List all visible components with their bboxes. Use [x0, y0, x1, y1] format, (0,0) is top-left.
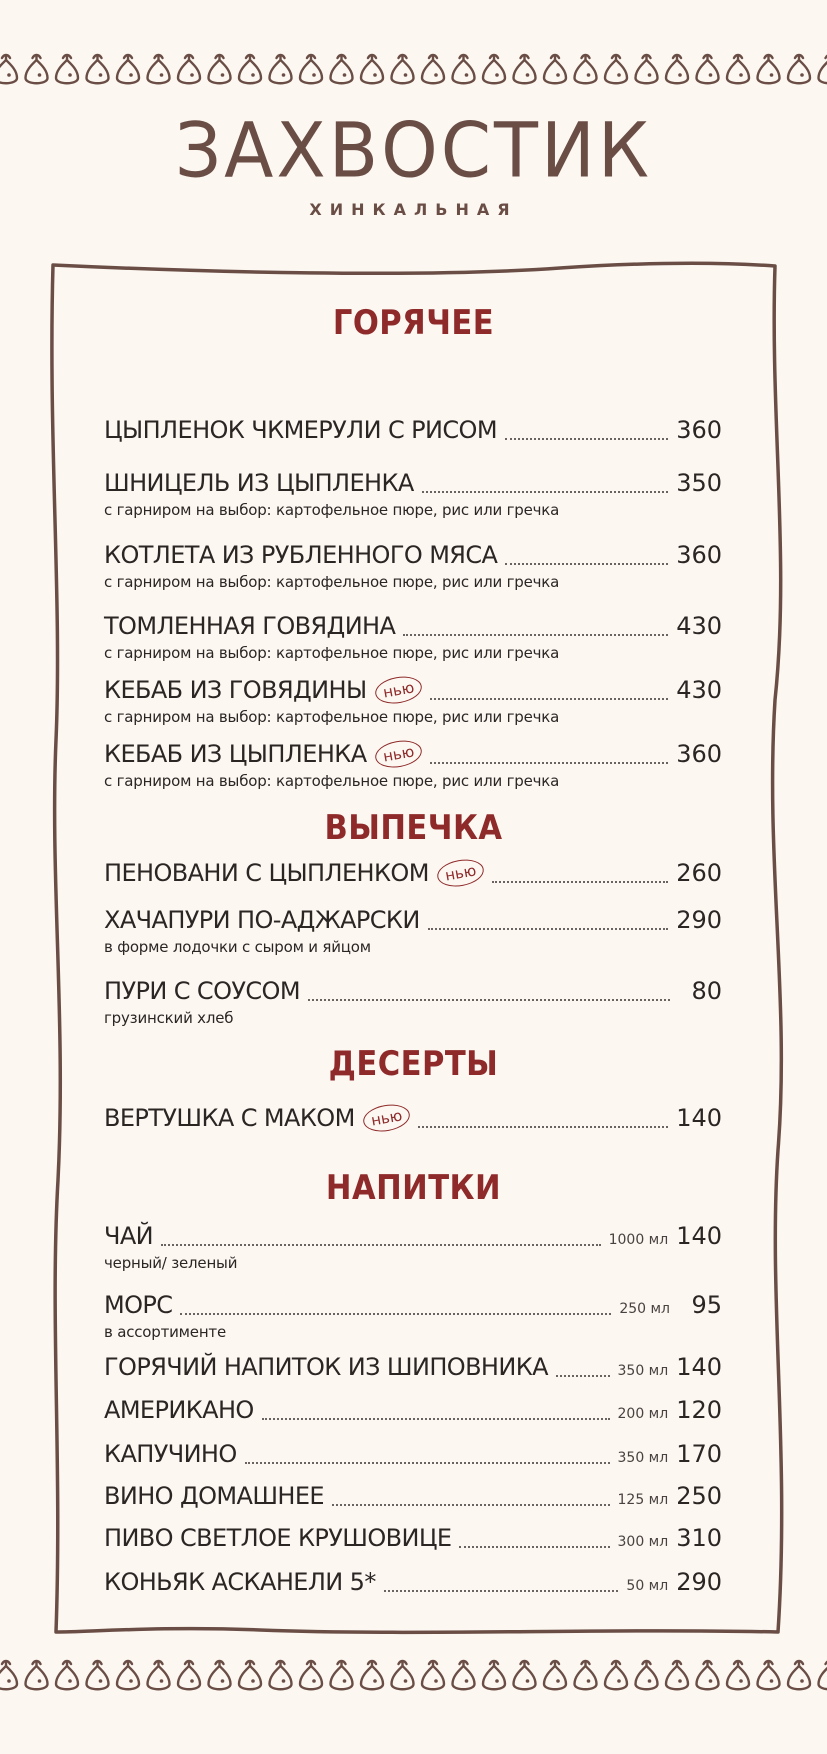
khinkali-icon — [758, 55, 780, 83]
leader-dots — [505, 563, 668, 565]
item-name-text: КЕБАБ ИЗ ЦЫПЛЕНКА — [104, 740, 367, 768]
khinkali-icon — [300, 1661, 322, 1689]
khinkali-icon — [26, 55, 48, 83]
khinkali-icon — [575, 1661, 597, 1689]
item-volume: 200 мл — [617, 1406, 669, 1422]
leader-dots — [418, 1126, 668, 1128]
item-volume: 1000 мл — [608, 1232, 669, 1248]
leader-dots — [459, 1546, 609, 1548]
menu-item — [104, 416, 722, 446]
item-description: с гарниром на выбор: картофельное пюре, рис или гречка — [104, 501, 560, 519]
item-price: 310 — [676, 1524, 722, 1552]
item-description: с гарниром на выбор: картофельное пюре, рис или гречка — [104, 573, 560, 591]
top-khinkali-border — [0, 52, 827, 92]
item-name: КОТЛЕТА ИЗ РУБЛЕННОГО МЯСА — [104, 541, 498, 569]
item-name: ПИВО СВЕТЛОЕ КРУШОВИЦЕ — [104, 1524, 452, 1552]
khinkali-icon — [819, 55, 827, 83]
menu-item — [104, 1396, 722, 1426]
khinkali-icon — [26, 1661, 48, 1689]
item-price: 140 — [676, 1222, 722, 1250]
khinkali-icon — [666, 55, 688, 83]
item-price: 350 — [676, 469, 722, 497]
leader-dots — [422, 491, 668, 493]
leader-dots — [262, 1418, 610, 1420]
khinkali-icon — [727, 55, 749, 83]
item-price: 430 — [676, 612, 722, 640]
khinkali-icon — [697, 55, 719, 83]
brand-name: ЗАХВОСТИК — [174, 105, 653, 195]
item-description: с гарниром на выбор: картофельное пюре, рис или гречка — [104, 772, 560, 790]
khinkali-icon — [605, 1661, 627, 1689]
leader-dots — [384, 1590, 619, 1592]
leader-dots — [428, 928, 668, 930]
item-price: 140 — [676, 1104, 722, 1132]
logo — [0, 105, 827, 219]
item-volume: 300 мл — [617, 1534, 669, 1550]
menu-item — [104, 1222, 722, 1272]
khinkali-icon — [422, 1661, 444, 1689]
item-name: КОНЬЯК АСКАНЕЛИ 5* — [104, 1568, 376, 1596]
khinkali-icon — [575, 55, 597, 83]
khinkali-icon — [56, 1661, 78, 1689]
new-badge: нью — [435, 856, 486, 890]
item-volume: 125 мл — [617, 1492, 669, 1508]
khinkali-icon — [788, 1661, 810, 1689]
khinkali-icon — [0, 55, 17, 83]
item-description: грузинский хлеб — [104, 1009, 234, 1027]
khinkali-icon — [788, 55, 810, 83]
leader-dots — [308, 999, 670, 1001]
item-price: 290 — [676, 906, 722, 934]
leader-dots — [161, 1244, 601, 1246]
khinkali-icon — [209, 1661, 231, 1689]
khinkali-icon — [117, 1661, 139, 1689]
new-badge: нью — [373, 673, 424, 707]
khinkali-icon — [270, 55, 292, 83]
item-name — [104, 859, 484, 887]
khinkali-icon-row — [0, 52, 827, 92]
khinkali-icon — [117, 55, 139, 83]
item-name: ЦЫПЛЕНОК ЧКМЕРУЛИ С РИСОМ — [104, 416, 497, 444]
menu-item — [104, 1568, 722, 1598]
item-description: в форме лодочки с сыром и яйцом — [104, 938, 371, 956]
khinkali-icon — [544, 55, 566, 83]
khinkali-icon — [453, 1661, 475, 1689]
item-description: с гарниром на выбор: картофельное пюре, рис или гречка — [104, 644, 560, 662]
section-title-hot: ГОРЯЧЕЕ — [332, 303, 495, 343]
item-name: ГОРЯЧИЙ НАПИТОК ИЗ ШИПОВНИКА — [104, 1353, 548, 1381]
item-description: с гарниром на выбор: картофельное пюре, рис или гречка — [104, 708, 560, 726]
menu-item — [104, 1482, 722, 1512]
khinkali-icon — [300, 55, 322, 83]
khinkali-icon-row — [0, 1658, 827, 1698]
khinkali-icon — [87, 55, 109, 83]
menu-item — [104, 1291, 722, 1341]
khinkali-icon — [209, 55, 231, 83]
item-price: 260 — [676, 859, 722, 887]
menu-item — [104, 977, 722, 1027]
khinkali-icon — [178, 55, 200, 83]
khinkali-icon — [636, 55, 658, 83]
item-name — [104, 1104, 410, 1132]
item-price: 360 — [676, 740, 722, 768]
khinkali-icon — [178, 1661, 200, 1689]
khinkali-icon — [758, 1661, 780, 1689]
item-name — [104, 676, 422, 704]
menu-item — [104, 1353, 722, 1383]
khinkali-icon — [453, 55, 475, 83]
item-name: МОРС — [104, 1291, 173, 1319]
new-badge: нью — [373, 737, 424, 771]
item-price: 250 — [676, 1482, 722, 1510]
item-name: КАПУЧИНО — [104, 1440, 237, 1468]
khinkali-icon — [514, 1661, 536, 1689]
menu-item — [104, 1440, 722, 1470]
khinkali-icon — [331, 1661, 353, 1689]
item-price: 360 — [676, 541, 722, 569]
leader-dots — [430, 698, 668, 700]
item-price: 430 — [676, 676, 722, 704]
item-name: ХАЧАПУРИ ПО-АДЖАРСКИ — [104, 906, 420, 934]
new-badge: нью — [361, 1101, 412, 1135]
item-name: АМЕРИКАНО — [104, 1396, 254, 1424]
khinkali-icon — [727, 1661, 749, 1689]
leader-dots — [403, 634, 668, 636]
item-volume: 350 мл — [617, 1450, 669, 1466]
item-name — [104, 740, 422, 768]
item-name: ТОМЛЕННАЯ ГОВЯДИНА — [104, 612, 396, 640]
item-name: ШНИЦЕЛЬ ИЗ ЦЫПЛЕНКА — [104, 469, 414, 497]
item-description: черный/ зеленый — [104, 1254, 238, 1272]
item-price: 80 — [691, 977, 722, 1005]
item-price: 120 — [676, 1396, 722, 1424]
leader-dots — [505, 438, 668, 440]
leader-dots — [556, 1375, 610, 1377]
menu-item — [104, 541, 722, 591]
section-title-drinks: НАПИТКИ — [325, 1168, 502, 1208]
item-volume: 350 мл — [617, 1363, 669, 1379]
item-price: 95 — [691, 1291, 722, 1319]
khinkali-icon — [392, 55, 414, 83]
khinkali-icon — [239, 55, 261, 83]
khinkali-icon — [0, 1661, 17, 1689]
khinkali-icon — [483, 55, 505, 83]
item-description: в ассортименте — [104, 1323, 226, 1341]
menu-item — [104, 906, 722, 956]
brand-subtitle: ХИНКАЛЬНАЯ — [309, 200, 518, 219]
khinkali-icon — [636, 1661, 658, 1689]
khinkali-icon — [697, 1661, 719, 1689]
item-price: 290 — [676, 1568, 722, 1596]
menu-item — [104, 469, 722, 519]
item-name-text: КЕБАБ ИЗ ГОВЯДИНЫ — [104, 676, 367, 704]
bottom-khinkali-border — [0, 1658, 827, 1698]
item-volume: 250 мл — [619, 1301, 670, 1317]
leader-dots — [430, 762, 668, 764]
khinkali-icon — [148, 1661, 170, 1689]
khinkali-icon — [605, 55, 627, 83]
menu-item — [104, 740, 722, 790]
leader-dots — [332, 1504, 610, 1506]
khinkali-icon — [544, 1661, 566, 1689]
item-volume: 50 мл — [626, 1578, 669, 1594]
menu-item — [104, 1104, 722, 1134]
khinkali-icon — [239, 1661, 261, 1689]
khinkali-icon — [56, 55, 78, 83]
khinkali-icon — [361, 55, 383, 83]
khinkali-icon — [422, 55, 444, 83]
khinkali-icon — [87, 1661, 109, 1689]
khinkali-icon — [361, 1661, 383, 1689]
leader-dots — [180, 1313, 611, 1315]
khinkali-icon — [483, 1661, 505, 1689]
khinkali-icon — [331, 55, 353, 83]
khinkali-icon — [514, 55, 536, 83]
item-price: 360 — [676, 416, 722, 444]
item-price: 170 — [676, 1440, 722, 1468]
section-title-desserts: ДЕСЕРТЫ — [328, 1044, 499, 1084]
item-name: ПУРИ С СОУСОМ — [104, 977, 300, 1005]
item-price: 140 — [676, 1353, 722, 1381]
item-name: ЧАЙ — [104, 1222, 154, 1250]
leader-dots — [492, 881, 668, 883]
item-name-text: ВЕРТУШКА С МАКОМ — [104, 1104, 355, 1132]
khinkali-icon — [148, 55, 170, 83]
menu-item — [104, 612, 722, 662]
item-name: ВИНО ДОМАШНЕЕ — [104, 1482, 324, 1510]
khinkali-icon — [819, 1661, 827, 1689]
menu-item — [104, 859, 722, 889]
khinkali-icon — [392, 1661, 414, 1689]
section-title-pastry: ВЫПЕЧКА — [324, 808, 503, 848]
menu-item — [104, 676, 722, 726]
khinkali-icon — [666, 1661, 688, 1689]
menu-item — [104, 1524, 722, 1554]
item-name-text: ПЕНОВАНИ С ЦЫПЛЕНКОМ — [104, 859, 429, 887]
khinkali-icon — [270, 1661, 292, 1689]
leader-dots — [245, 1462, 610, 1464]
